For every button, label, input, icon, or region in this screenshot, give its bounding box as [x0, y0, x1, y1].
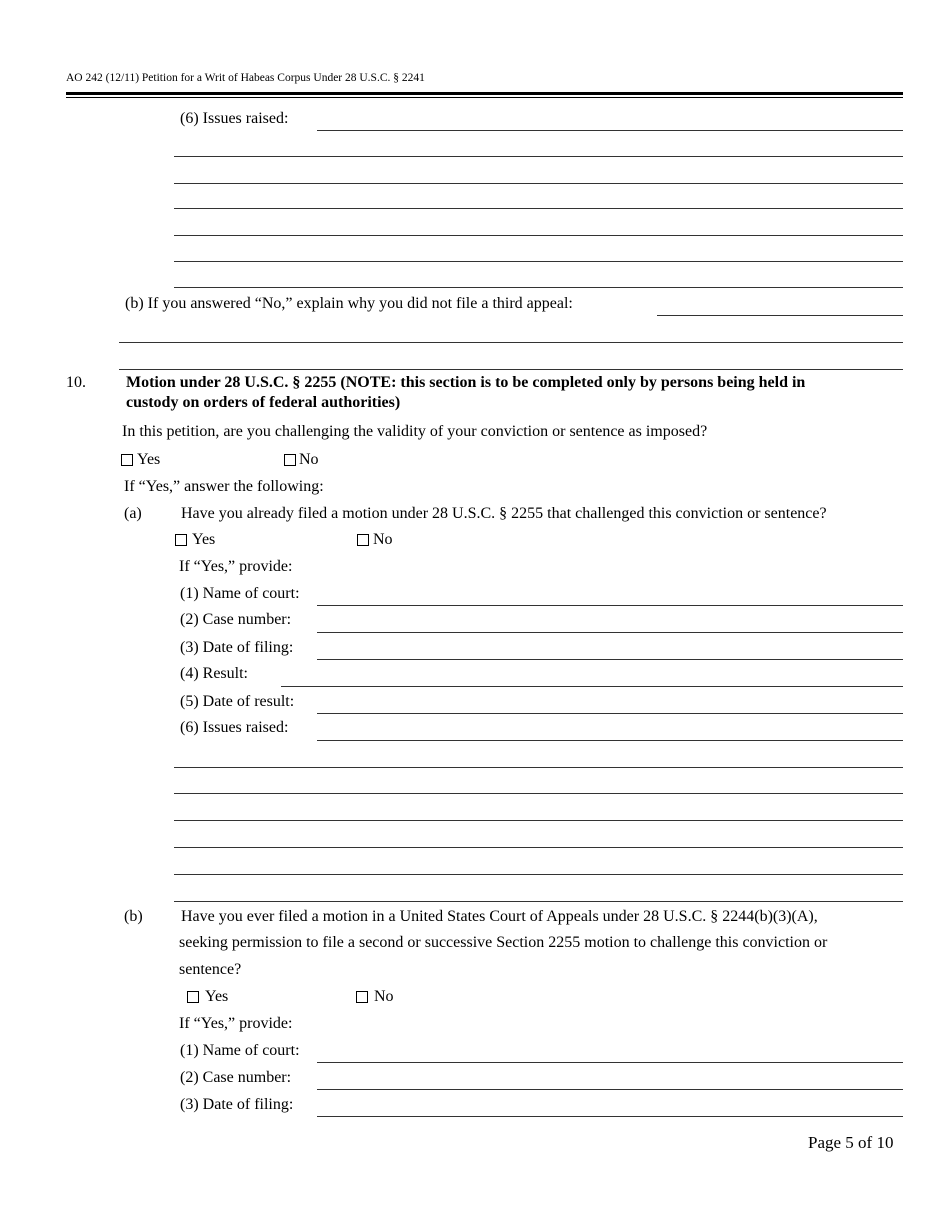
issues-raised-field[interactable] [174, 767, 903, 768]
issues-raised-field[interactable] [174, 820, 903, 821]
subsection-a-marker: (a) [124, 505, 142, 522]
issues-raised-line[interactable] [174, 208, 903, 209]
challenge-yes-label: Yes [137, 451, 161, 468]
successive-motion-question: Have you ever filed a motion in a United States Court of Appeals under 28 U.S.C. § 2244(b)(3)(A), [181, 908, 818, 925]
third-appeal-answer-line[interactable] [119, 342, 903, 343]
name-of-court-field[interactable] [317, 605, 903, 606]
date-of-filing-label: (3) Date of filing: [180, 639, 294, 656]
date-of-filing-label: (3) Date of filing: [180, 1096, 294, 1113]
date-of-filing-field[interactable] [317, 659, 903, 660]
issues-raised-field[interactable] [174, 874, 903, 875]
successive-yes-label: Yes [205, 988, 229, 1005]
result-label: (4) Result: [180, 665, 248, 682]
date-of-filing-field[interactable] [317, 1116, 903, 1117]
header-rule-thin [66, 97, 903, 98]
issues-raised-field[interactable] [317, 740, 903, 741]
third-appeal-answer-line[interactable] [657, 315, 903, 316]
successive-motion-question-end: sentence? [179, 961, 242, 978]
prior-2255-yes-label: Yes [192, 531, 216, 548]
issues-raised-line[interactable] [174, 183, 903, 184]
challenge-no-label: No [299, 451, 319, 468]
name-of-court-label: (1) Name of court: [180, 1042, 300, 1059]
name-of-court-label: (1) Name of court: [180, 585, 300, 602]
successive-yes-checkbox[interactable] [187, 991, 199, 1003]
header-rule [66, 92, 903, 95]
name-of-court-field[interactable] [317, 1062, 903, 1063]
successive-motion-question-cont: seeking permission to file a second or successive Section 2255 motion to challenge this conviction or [179, 934, 828, 951]
issues-raised-line[interactable] [174, 287, 903, 288]
case-number-field[interactable] [317, 632, 903, 633]
issues-raised-line[interactable] [174, 156, 903, 157]
issues-raised-line[interactable] [174, 261, 903, 262]
prior-2255-question: Have you already filed a motion under 28 U.S.C. § 2255 that challenged this conviction or sentence? [181, 505, 827, 522]
section-number: 10. [66, 374, 86, 391]
third-appeal-answer-line[interactable] [119, 369, 903, 370]
issues-raised-label: (6) Issues raised: [180, 110, 289, 127]
challenge-question: In this petition, are you challenging the validity of your conviction or sentence as imposed? [122, 423, 708, 440]
result-field[interactable] [281, 686, 903, 687]
prior-2255-yes-checkbox[interactable] [175, 534, 187, 546]
date-of-result-field[interactable] [317, 713, 903, 714]
challenge-yes-checkbox[interactable] [121, 454, 133, 466]
section-title-cont: custody on orders of federal authorities) [126, 394, 401, 411]
case-number-label: (2) Case number: [180, 611, 292, 628]
issues-raised-line[interactable] [174, 235, 903, 236]
if-yes-provide: If “Yes,” provide: [179, 558, 293, 575]
third-appeal-question: (b) If you answered “No,” explain why you did not file a third appeal: [125, 295, 573, 312]
issues-raised-field[interactable] [174, 793, 903, 794]
successive-no-label: No [374, 988, 394, 1005]
if-yes-provide: If “Yes,” provide: [179, 1015, 293, 1032]
prior-2255-no-checkbox[interactable] [357, 534, 369, 546]
subsection-b-marker: (b) [124, 908, 143, 925]
issues-raised-line[interactable] [317, 130, 903, 131]
issues-raised-label: (6) Issues raised: [180, 719, 289, 736]
case-number-label: (2) Case number: [180, 1069, 292, 1086]
case-number-field[interactable] [317, 1089, 903, 1090]
page-number: Page 5 of 10 [808, 1133, 894, 1152]
date-of-result-label: (5) Date of result: [180, 693, 295, 710]
issues-raised-field[interactable] [174, 847, 903, 848]
form-header: AO 242 (12/11) Petition for a Writ of Habeas Corpus Under 28 U.S.C. § 2241 [66, 72, 425, 84]
section-title: Motion under 28 U.S.C. § 2255 (NOTE: this section is to be completed only by persons being held in [126, 374, 806, 391]
if-yes-instruction: If “Yes,” answer the following: [124, 478, 324, 495]
issues-raised-field[interactable] [174, 901, 903, 902]
challenge-no-checkbox[interactable] [284, 454, 296, 466]
successive-no-checkbox[interactable] [356, 991, 368, 1003]
prior-2255-no-label: No [373, 531, 393, 548]
